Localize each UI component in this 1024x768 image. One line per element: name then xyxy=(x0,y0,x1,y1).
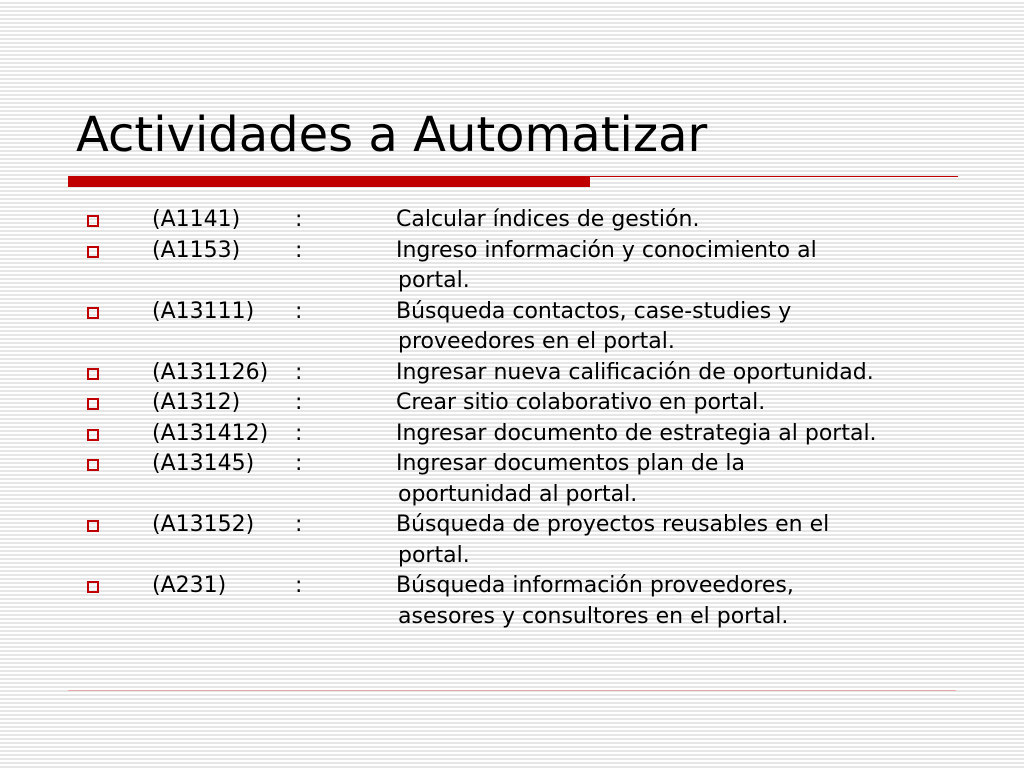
activity-code: (A13111) xyxy=(152,298,255,324)
activity-description xyxy=(396,388,976,419)
separator: : xyxy=(295,573,303,598)
separator: : xyxy=(295,359,303,385)
list-item xyxy=(0,419,1024,450)
activity-description xyxy=(396,571,976,632)
square-bullet-icon xyxy=(87,246,99,258)
square-bullet-icon xyxy=(87,581,99,593)
square-bullet-icon xyxy=(87,368,99,380)
separator: : xyxy=(295,390,303,415)
square-bullet-icon xyxy=(87,215,99,227)
title-underline-thin xyxy=(590,176,958,177)
separator: : xyxy=(295,207,303,232)
list-item xyxy=(0,449,1024,510)
description-line: Crear sitio colaborativo en portal. xyxy=(396,390,766,415)
separator: : xyxy=(295,298,303,324)
activity-description xyxy=(396,236,976,297)
square-bullet-icon xyxy=(87,307,99,319)
footer-divider xyxy=(68,690,956,691)
list-item xyxy=(0,297,1024,358)
description-line: Ingresar nueva calificación de oportunidad. xyxy=(396,359,874,385)
list-item xyxy=(0,236,1024,297)
activity-description xyxy=(396,510,976,571)
square-bullet-icon xyxy=(87,398,99,410)
slide-title: Actividades a Automatizar xyxy=(76,107,708,163)
activity-description xyxy=(396,297,976,358)
activity-code: (A1141) xyxy=(152,207,241,232)
activity-code: (A131126) xyxy=(152,359,269,385)
description-line: Ingreso información y conocimiento al xyxy=(396,237,817,263)
square-bullet-icon xyxy=(87,520,99,532)
description-line: proveedores en el portal. xyxy=(398,329,675,354)
activity-code: (A13152) xyxy=(152,512,255,537)
description-line: portal. xyxy=(398,268,470,293)
title-underline-thick xyxy=(68,176,590,187)
activity-description xyxy=(396,449,976,510)
activity-description xyxy=(396,358,976,389)
separator: : xyxy=(295,451,303,476)
activity-description xyxy=(396,419,976,450)
description-line: Búsqueda contactos, case-studies y xyxy=(396,298,792,324)
list-item xyxy=(0,358,1024,389)
description-line: Ingresar documentos plan de la xyxy=(396,451,745,476)
description-line: Búsqueda información proveedores, xyxy=(396,573,794,598)
list-item xyxy=(0,205,1024,236)
list-item xyxy=(0,571,1024,632)
description-line: Búsqueda de proyectos reusables en el xyxy=(396,512,830,537)
square-bullet-icon xyxy=(87,459,99,471)
list-item xyxy=(0,510,1024,571)
activity-code: (A131412) xyxy=(152,420,269,446)
activity-code: (A231) xyxy=(152,573,227,598)
separator: : xyxy=(295,420,303,446)
activity-code: (A1312) xyxy=(152,390,241,415)
description-line: oportunidad al portal. xyxy=(398,481,638,507)
description-line: Ingresar documento de estrategia al portal. xyxy=(396,420,877,446)
activity-code: (A1153) xyxy=(152,237,241,263)
description-line: portal. xyxy=(398,542,470,568)
activity-code: (A13145) xyxy=(152,451,255,476)
separator: : xyxy=(295,237,303,263)
list-item xyxy=(0,388,1024,419)
activity-list xyxy=(0,205,1024,632)
activity-description xyxy=(396,205,976,236)
square-bullet-icon xyxy=(87,429,99,441)
separator: : xyxy=(295,512,303,537)
description-line: Calcular índices de gestión. xyxy=(396,207,700,232)
description-line: asesores y consultores en el portal. xyxy=(398,603,789,629)
